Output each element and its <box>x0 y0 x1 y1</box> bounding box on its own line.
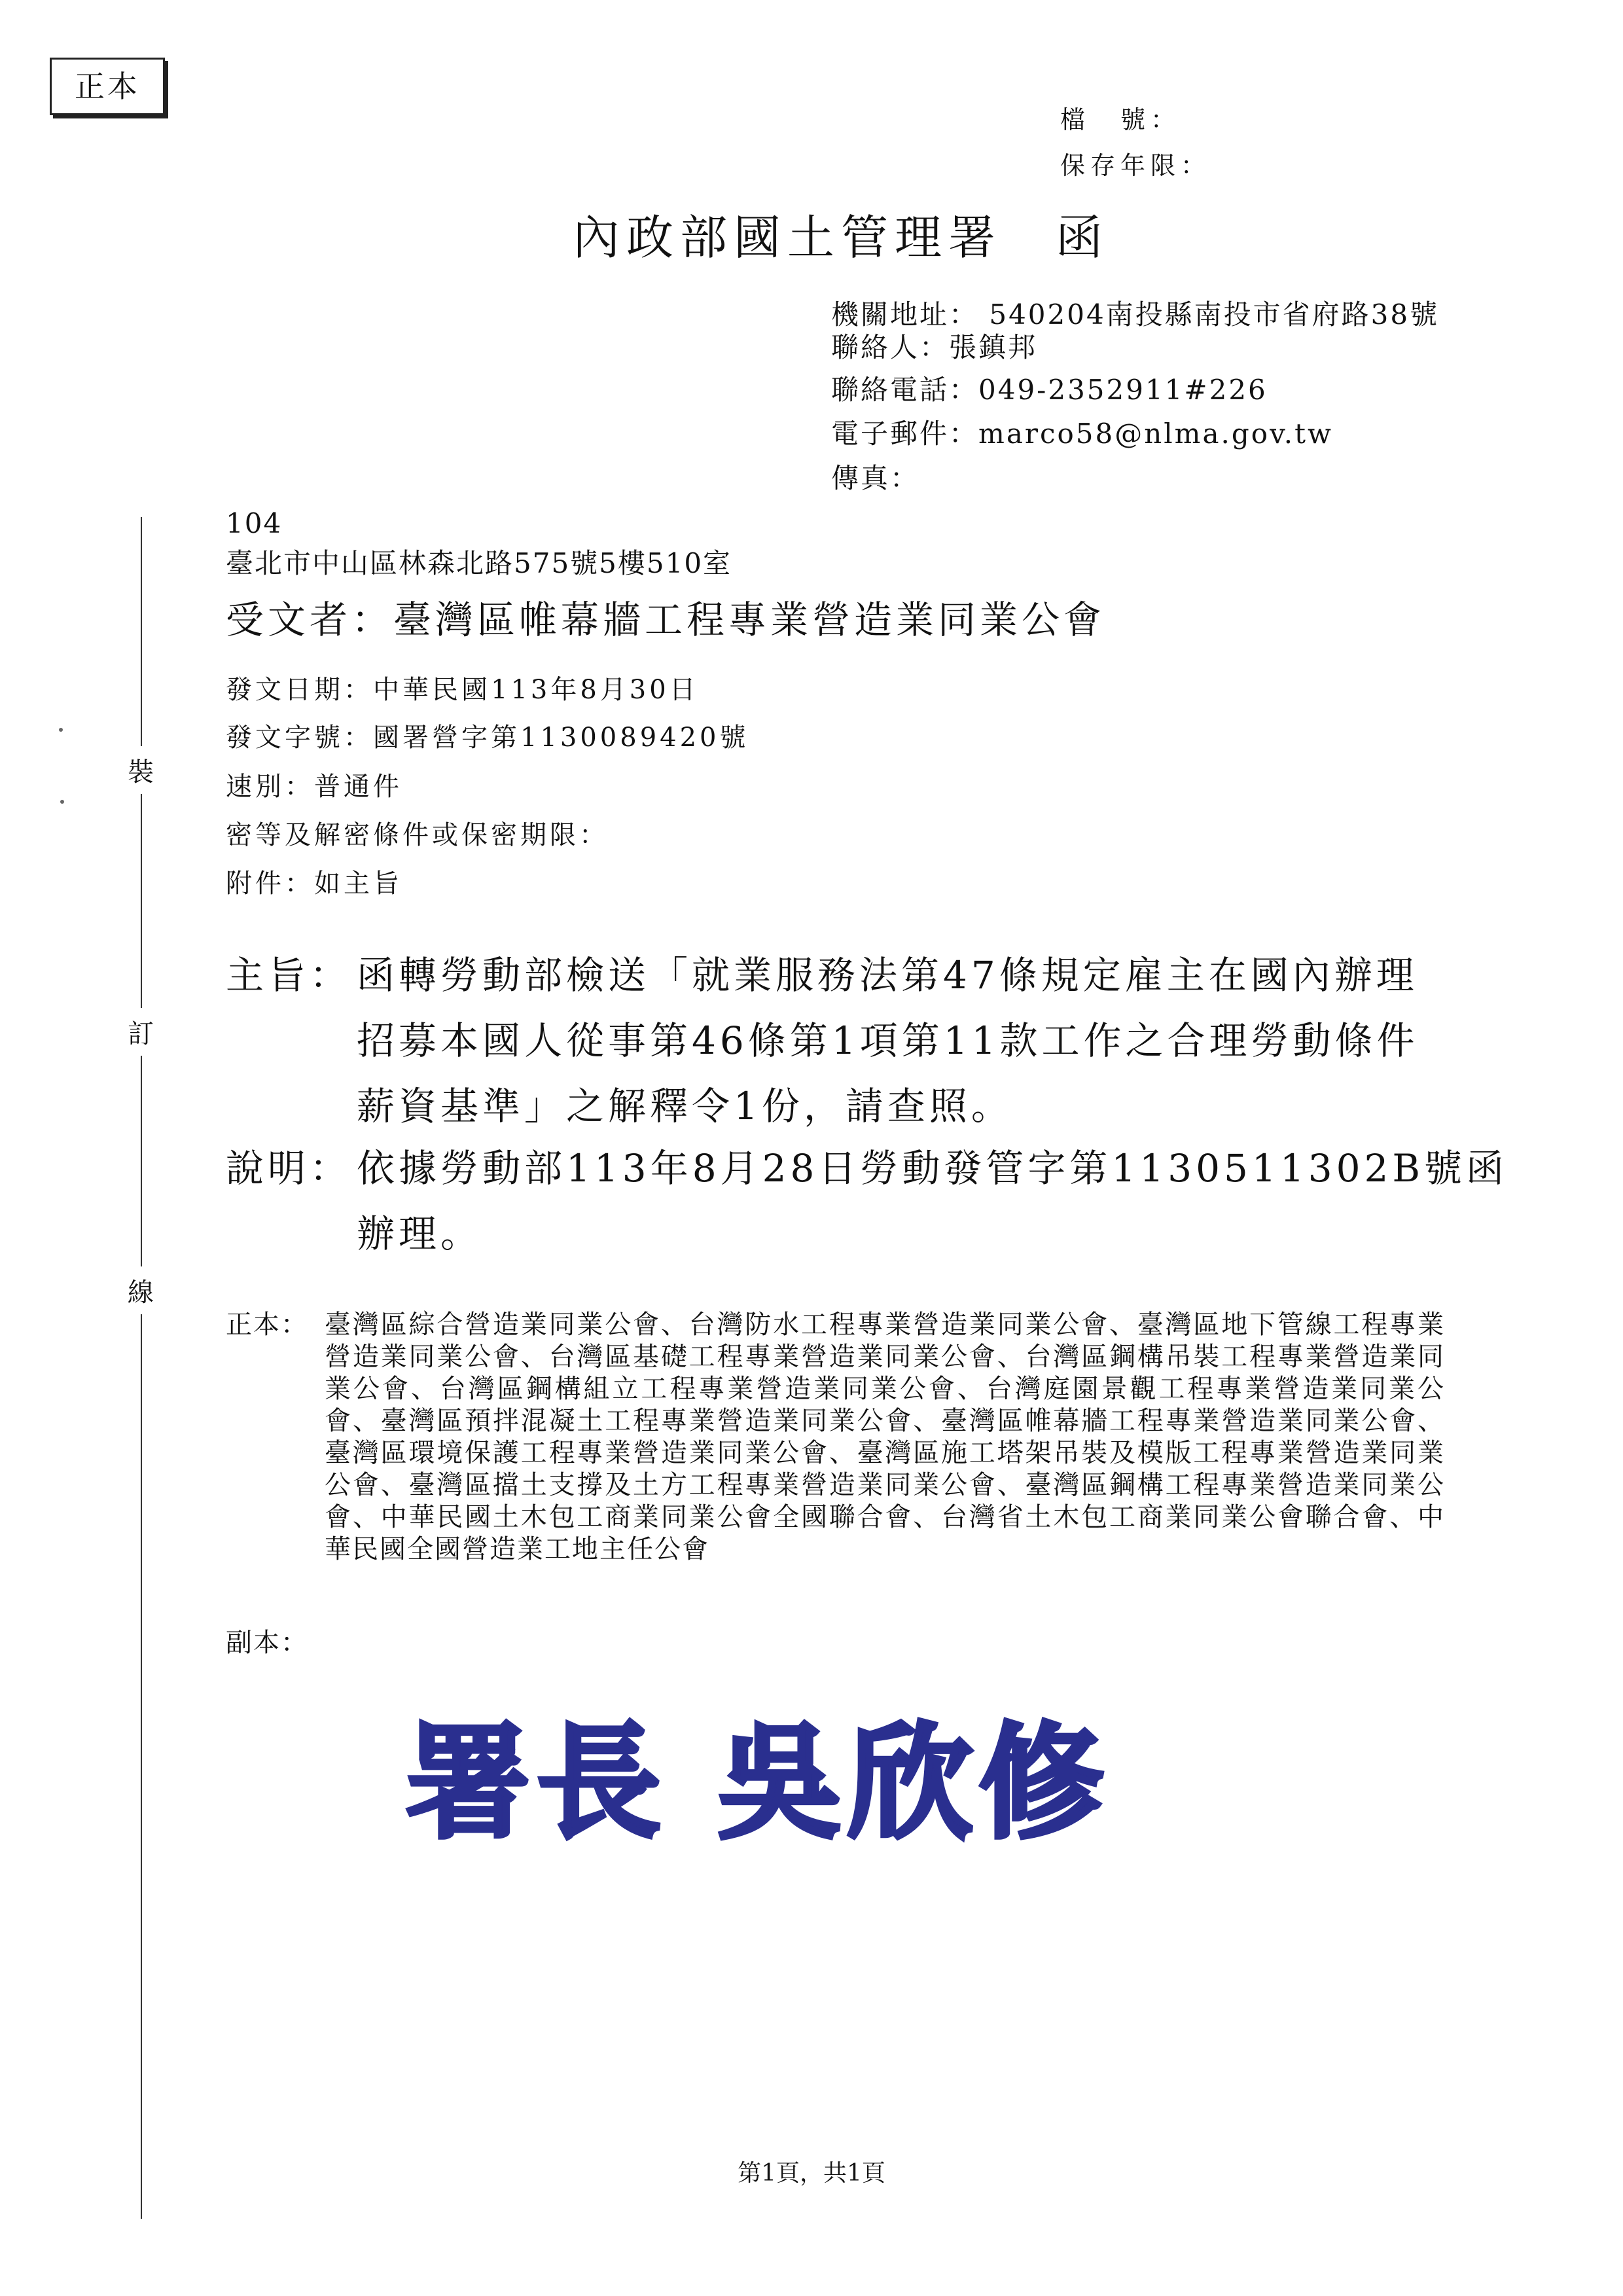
contact-fax: 傳真： <box>831 462 920 494</box>
primary-recipients-list: 臺灣區綜合營造業同業公會、台灣防水工程專業營造業同業公會、臺灣區地下管線工程專業營造業同業公會、台灣區基礎工程專業營造業同業公會、台灣區鋼構吊裝工程專業營造業同業公會、台灣區鋼構組立工程專業營造業同業公會、台灣庭園景觀工程專業營造業同業公會、臺灣區預拌混凝土工程專業營造業同業公會、臺灣區帷幕牆工程專業營造業同業公會、臺灣區環境保護工程專業營造業同業公會、臺灣區施工塔架吊裝及模版工程專業營造業同業公會、臺灣區擋土支撐及土方工程專業營造業同業公會、臺灣區鋼構工程專業營造業同業公會、中華民國土木包工商業同業公會全國聯合會、台灣省土木包工商業同業公會聯合會、中華民國全國營造業工地主任公會 <box>325 1310 1445 1564</box>
agency-address: 機關地址： 540204南投縣南投市省府路38號 <box>831 298 1440 331</box>
explanation-line-1: 依據勞動部113年8月28日勞動發管字第1130511302B號函 <box>357 1146 1508 1191</box>
explanation-label: 說明： <box>226 1146 352 1191</box>
contact-person: 聯絡人：張鎮邦 <box>831 331 1038 363</box>
issue-date: 發文日期：中華民國113年8月30日 <box>226 675 699 705</box>
attachment-note: 附件：如主旨 <box>226 869 402 899</box>
signature-ink-text: 署長 吳欣修 <box>406 1710 1111 1856</box>
copy-recipients-label: 副本： <box>226 1628 308 1658</box>
subject-line-2: 招募本國人從事第46條第1項第11款工作之合理勞動條件 <box>357 1018 1419 1063</box>
delivery-speed: 速別：普通件 <box>226 772 402 802</box>
binding-mark-zhuang: 裝 <box>128 746 154 794</box>
punch-hole-mark <box>59 728 63 732</box>
subject-label: 主旨： <box>226 953 352 997</box>
binding-mark-ding: 訂 <box>128 1008 154 1056</box>
secrecy-level: 密等及解密條件或保密期限： <box>226 820 609 850</box>
document-title: 內政部國土管理署 函 <box>572 210 1109 265</box>
file-number-label: 檔 號： <box>1060 105 1181 134</box>
recipient-name: 受文者：臺灣區帷幕牆工程專業營造業同業公會 <box>226 598 1106 642</box>
recipient-zip: 104 <box>226 507 283 539</box>
retention-period-label: 保存年限： <box>1060 151 1211 180</box>
original-copy-stamp: 正本 <box>50 58 165 115</box>
punch-hole-mark <box>60 800 64 804</box>
binding-mark-xian: 線 <box>128 1266 154 1314</box>
contact-phone: 聯絡電話：049-2352911#226 <box>831 374 1268 406</box>
document-number: 發文字號：國署營字第1130089420號 <box>226 723 749 753</box>
primary-recipients-label: 正本： <box>226 1310 308 1340</box>
recipient-address: 臺北市中山區林森北路575號5樓510室 <box>226 547 732 579</box>
subject-line-1: 函轉勞動部檢送「就業服務法第47條規定雇主在國內辦理 <box>357 953 1418 997</box>
contact-email: 電子郵件：marco58@nlma.gov.tw <box>831 418 1333 450</box>
page-number: 第1頁，共1頁 <box>738 2160 885 2187</box>
explanation-line-2: 辦理。 <box>357 1211 483 1256</box>
subject-line-3: 薪資基準」之解釋令1份，請查照。 <box>357 1084 1013 1128</box>
director-signature-seal <box>386 1662 1171 1911</box>
